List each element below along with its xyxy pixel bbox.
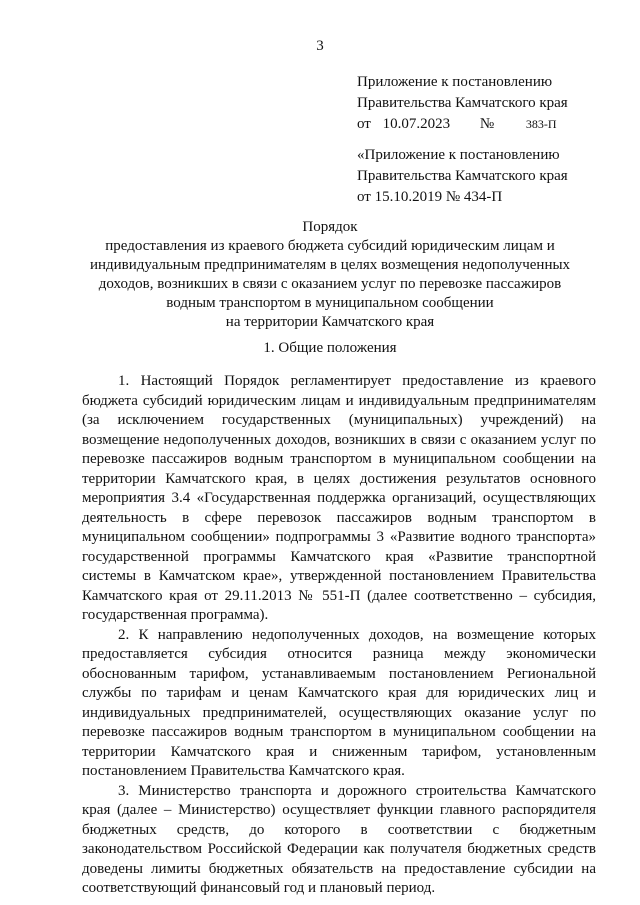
section-heading: 1. Общие положения [263, 340, 397, 356]
body-text [82, 372, 596, 899]
title-line: водным транспортом в муниципальном сообщении [166, 295, 494, 311]
paragraph-1: 1. Настоящий Порядок регламентирует предоставление из краевого бюджета субсидий юридическим лицам и индивидуальным предпринимателям (за исключением государственных (муниципальных) учреждений) на возмещение недополученных доходов, возникших в связи с оказанием услуг по перевозке пассажиров водным транспортом в муниципальном сообщении на территории Камчатского края, в целях достижения результатов основного мероприятия 3.4 «Государственная поддержка организаций, осуществляющих деятельность в сфере перевозок пассажиров водным транспортом в муниципальном сообщении» подпрограммы 3 «Развитие водного транспорта» государственной программы Камчатского края «Развитие транспортной системы в Камчатском крае», утвержденной постановлением Правительства Камчатского края от 29.11.2013 № 551-П (далее соответственно – субсидия, государственная программа). [82, 373, 596, 623]
title-line: Порядок [302, 219, 358, 235]
title-line: индивидуальным предпринимателям в целях возмещения недополученных [89, 257, 571, 273]
document-title [60, 218, 600, 332]
appendix-previous-line1: «Приложение к постановлению [357, 147, 560, 163]
appendix-current-line1: Приложение к постановлению [357, 74, 553, 90]
appendix-current [357, 72, 617, 135]
appendix-current-line2: Правительства Камчатского края [357, 95, 568, 111]
page-number: 3 [316, 38, 324, 54]
appendix-previous-line2: Правительства Камчатского края [357, 168, 568, 184]
appendix-current-date-line [357, 114, 617, 135]
number-sign: № [479, 116, 495, 132]
decree-date: 10.07.2023 [382, 116, 451, 132]
paragraph-3: 3. Министерство транспорта и дорожного строительства Камчатского края (далее – Министерство) осуществляет функции главного распорядителя бюджетных средств, до которого в соответствии с бюджетным законодательством Российской Федерации как получателя бюджетных средств доведены лимиты бюджетных обязательств на предоставление субсидии на соответствующий финансовый год и плановый период. [82, 782, 596, 896]
decree-number: 383-П [525, 117, 557, 131]
appendix-previous [357, 145, 617, 208]
appendix-previous-line3: от 15.10.2019 № 434-П [357, 189, 503, 205]
date-prefix: от [357, 116, 371, 132]
paragraph-2: 2. К направлению недополученных доходов, на возмещение которых предоставляется субсидия относится разница между экономически обоснованным тарифом, устанавливаемым постановлением Региональной службы по тарифам и ценам Камчатского края для юридических лиц и индивидуальных предпринимателей, осуществляющих оказание услуг по перевозке пассажиров водным транспортом в муниципальном сообщении на территории Камчатского края и сниженным тарифом, установленным постановлением Правительства Камчатского края. [82, 626, 596, 779]
title-line: на территории Камчатского края [225, 314, 435, 330]
title-line: доходов, возникших в связи с оказанием услуг по перевозке пассажиров [98, 276, 562, 292]
title-line: предоставления из краевого бюджета субсидий юридическим лицам и [105, 238, 555, 254]
